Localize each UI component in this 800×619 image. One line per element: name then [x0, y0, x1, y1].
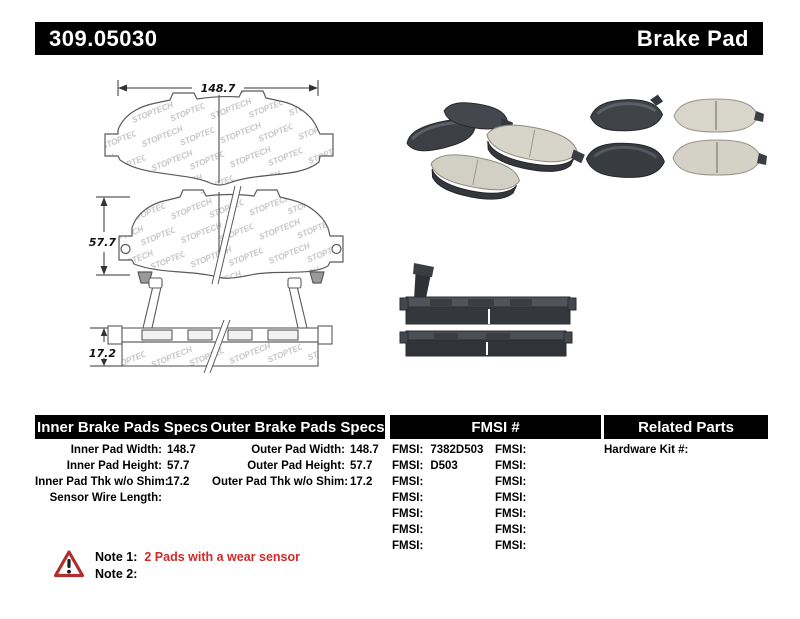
- spec-value: 57.7: [350, 460, 373, 472]
- spec-value: 148.7: [167, 444, 196, 456]
- note-1: [95, 548, 300, 565]
- table-row: [35, 458, 201, 474]
- spec-value: 148.7: [350, 444, 379, 456]
- inner-specs-title: Inner Brake Pads Specs: [37, 418, 208, 436]
- height-dim-label: 57.7: [88, 236, 116, 249]
- spec-label: Inner Pad Thk w/o Shim:: [35, 476, 169, 488]
- table-row: [212, 474, 384, 490]
- table-row: [392, 490, 598, 506]
- note-1-label: Note 1:: [95, 549, 138, 564]
- spec-label: Outer Pad Height:: [247, 460, 345, 472]
- table-row: [392, 522, 598, 538]
- fmsi-label: FMSI:: [392, 540, 424, 552]
- fmsi-label: FMSI:: [392, 524, 424, 536]
- notes-section: [95, 548, 300, 582]
- fmsi-label: FMSI:: [495, 492, 527, 504]
- fmsi-label: FMSI:: [495, 476, 527, 488]
- product-photos: [390, 85, 800, 380]
- spec-value: 17.2: [167, 476, 190, 488]
- note-1-text: 2 Pads with a wear sensor: [144, 549, 300, 564]
- inner-specs-table: [35, 442, 201, 506]
- fmsi-label: FMSI:: [392, 460, 424, 472]
- fmsi-label: FMSI:: [392, 508, 424, 520]
- table-row: [35, 442, 201, 458]
- warning-triangle-icon: [53, 549, 85, 580]
- spec-label: Sensor Wire Length:: [49, 492, 162, 504]
- product-photo-3: [400, 263, 576, 356]
- related-parts-table: [604, 442, 727, 458]
- table-row: [604, 442, 727, 458]
- related-label: Hardware Kit #:: [604, 444, 689, 456]
- technical-drawing: [30, 70, 390, 405]
- part-number: 309.05030: [49, 25, 158, 51]
- fmsi-label: FMSI:: [495, 524, 527, 536]
- table-row: [392, 458, 598, 474]
- related-parts-header-bar: [604, 415, 768, 439]
- outer-specs-table: [212, 442, 384, 490]
- header-bar: [35, 22, 763, 55]
- edge-view-pad-2: [400, 331, 572, 356]
- pad-front-view: [105, 91, 333, 185]
- table-row: [35, 474, 201, 490]
- fmsi-label: FMSI:: [392, 444, 424, 456]
- width-dim-label: 148.7: [200, 82, 236, 95]
- outer-specs-title: Outer Brake Pads Specs: [210, 418, 385, 436]
- fmsi-label: FMSI:: [392, 476, 424, 488]
- fmsi-header-bar: [390, 415, 601, 439]
- fmsi-label: FMSI:: [495, 540, 527, 552]
- fmsi-label: FMSI:: [392, 492, 424, 504]
- thickness-dim-label: 17.2: [88, 347, 116, 360]
- table-row: [392, 506, 598, 522]
- spec-label: Inner Pad Height:: [66, 460, 162, 472]
- table-row: [212, 458, 384, 474]
- fmsi-label: FMSI:: [495, 444, 527, 456]
- fmsi-title: FMSI #: [471, 418, 520, 436]
- fmsi-table: [392, 442, 598, 554]
- note-2-label: Note 2:: [95, 566, 138, 581]
- spec-value: 57.7: [167, 460, 190, 472]
- table-row: [392, 538, 598, 554]
- spec-label: Outer Pad Width:: [251, 444, 345, 456]
- product-photo-1: [404, 99, 588, 205]
- fmsi-label: FMSI:: [495, 508, 527, 520]
- fmsi-value: 7382D503: [430, 444, 484, 456]
- table-row: [392, 442, 598, 458]
- spec-label: Inner Pad Width:: [70, 444, 162, 456]
- fmsi-value: D503: [430, 460, 458, 472]
- table-row: [35, 490, 201, 506]
- table-row: [212, 442, 384, 458]
- spec-label: Outer Pad Thk w/o Shim:: [212, 476, 349, 488]
- product-photo-2: [586, 94, 767, 178]
- pads-specs-header-bar: [35, 415, 385, 439]
- product-name: Brake Pad: [636, 25, 749, 51]
- related-parts-title: Related Parts: [638, 418, 734, 436]
- note-2: [95, 565, 300, 582]
- table-row: [392, 474, 598, 490]
- edge-view-pad-1: [400, 297, 576, 324]
- width-dimension: [118, 80, 318, 96]
- spec-value: 17.2: [350, 476, 373, 488]
- fmsi-label: FMSI:: [495, 460, 527, 472]
